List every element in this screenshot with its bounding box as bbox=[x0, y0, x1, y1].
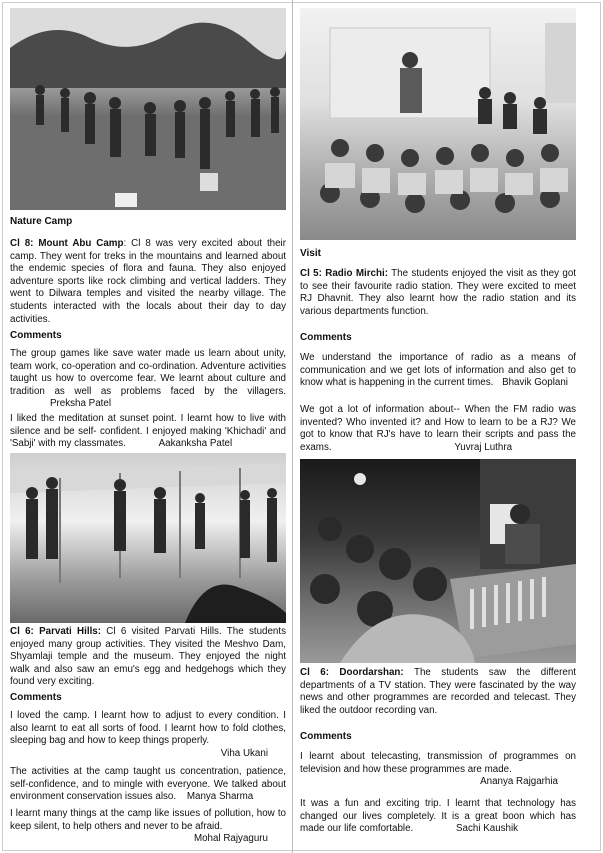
comment-text: I learnt many things at the camp like issues of pollution, how to keep silent, to help others and never to be afraid. bbox=[10, 808, 286, 832]
comment-author: Aakanksha Patel bbox=[158, 438, 233, 450]
comment-author: Yuvraj Luthra bbox=[454, 441, 513, 453]
comments-heading-2: Comments bbox=[10, 692, 62, 703]
comment-preksha bbox=[10, 348, 286, 411]
comment-author: Manya Sharma bbox=[186, 791, 254, 803]
mount-abu-lead: Cl 8: Mount Abu Camp bbox=[10, 238, 124, 249]
nature-camp-caption: Nature Camp bbox=[10, 216, 73, 227]
parvati-hills-photo bbox=[10, 453, 286, 623]
parvati-hills-lead: Cl 6: Parvati Hills: bbox=[10, 626, 102, 637]
comment-author: Viha Ukani bbox=[220, 747, 268, 759]
comment-author: Sachi Kaushik bbox=[456, 823, 519, 835]
doordarshan-text: The students saw the different departments of a TV station. They were fascinated by the way news and other programmes are recorded and telecast. They liked the outdoor recording van. bbox=[300, 667, 576, 716]
comment-text: The activities at the camp taught us concentration, patience, self-confidence, and to mingle with everyone. We talked about environment conservation issues also. bbox=[10, 766, 286, 803]
comment-viha bbox=[10, 710, 286, 760]
radio-mirchi-text: The students enjoyed the visit as they got to see their favourite radio station. They were excited to meet RJ Dhavnit. They also learnt how the radio station and its various departments function. bbox=[300, 268, 576, 317]
comment-text: The group games like save water made us learn about unity, team work, co-operation and co-ordination. Adventure activities taught us how to overcome fear. We learnt about culture and tradition as well as problems faced by the villagers. bbox=[10, 348, 286, 397]
doordarshan-paragraph bbox=[300, 667, 576, 717]
comment-author: Mohal Rajyaguru bbox=[193, 833, 268, 845]
comment-text: It was a fun and exciting trip. I learnt that technology has changed our lives completely. It is a great boon which has made our life comfortable. bbox=[300, 798, 576, 835]
comments-heading-3: Comments bbox=[300, 332, 352, 343]
comment-author: Bhavik Goplani bbox=[502, 377, 568, 389]
comment-ananya bbox=[300, 751, 576, 789]
comment-author: Ananya Rajgarhia bbox=[480, 776, 558, 788]
comment-text: I liked the meditation at sunset point. I learnt how to live with silence and be self- confident. I enjoyed making 'Khichadi' and 'Sabji' with my classmates. bbox=[10, 413, 286, 450]
comment-text: I learnt about telecasting, transmission of programmes on television and how these programmes are made. bbox=[300, 751, 576, 775]
radio-mirchi-paragraph bbox=[300, 268, 576, 318]
doordarshan-photo bbox=[300, 459, 576, 663]
comments-heading-4: Comments bbox=[300, 731, 352, 742]
column-divider bbox=[292, 0, 293, 853]
comment-bhavik bbox=[300, 352, 576, 390]
nature-camp-photo bbox=[10, 8, 286, 210]
comment-yuvraj bbox=[300, 404, 576, 454]
comments-heading-1: Comments bbox=[10, 330, 62, 341]
radio-visit-photo bbox=[300, 8, 576, 240]
mount-abu-paragraph bbox=[10, 238, 286, 326]
radio-mirchi-lead: Cl 5: Radio Mirchi: bbox=[300, 268, 388, 279]
comment-text: We got a lot of information about-- When the FM radio was invented? Who invented it? and How to learn to be a RJ? We got to know that RJ's have to learn their scripts and pass the exams. bbox=[300, 404, 576, 453]
comment-mohal bbox=[10, 808, 286, 846]
parvati-hills-paragraph bbox=[10, 626, 286, 689]
doordarshan-lead: Cl 6: Doordarshan: bbox=[300, 667, 404, 678]
parvati-hills-text: Cl 6 visited Parvati Hills. The students enjoyed many group activities. They visited the Meshvo Dam, Shyamlaji temple and the museum. They enjoyed the night walk and also saw an emu's egg and hedgehogs which they found very exciting. bbox=[10, 626, 286, 688]
comment-sachi bbox=[300, 798, 576, 836]
visit-caption: Visit bbox=[300, 248, 321, 259]
comment-aakanksha bbox=[10, 413, 286, 451]
comment-manya bbox=[10, 766, 286, 804]
comment-text: I loved the camp. I learnt how to adjust to every condition. I also learnt to eat all sorts of food. I learnt how to fold clothes, sleeping bag and how to keep things properly. bbox=[10, 710, 286, 747]
comment-text: We understand the importance of radio as a means of communication and we get lots of information and also get to know what is happening in the current times. bbox=[300, 352, 576, 389]
comment-author: Preksha Patel bbox=[50, 398, 111, 410]
mount-abu-text: : Cl 8 was very excited about their camp. They went for treks in the mountains and learned about the endemic species of flora and fauna. They also enjoyed adventure sports like rock climbing and vertical ladders. They went to Dilwara temples and visited the nearby village. The students interacted with the locals about their day to day activities. bbox=[10, 238, 286, 325]
